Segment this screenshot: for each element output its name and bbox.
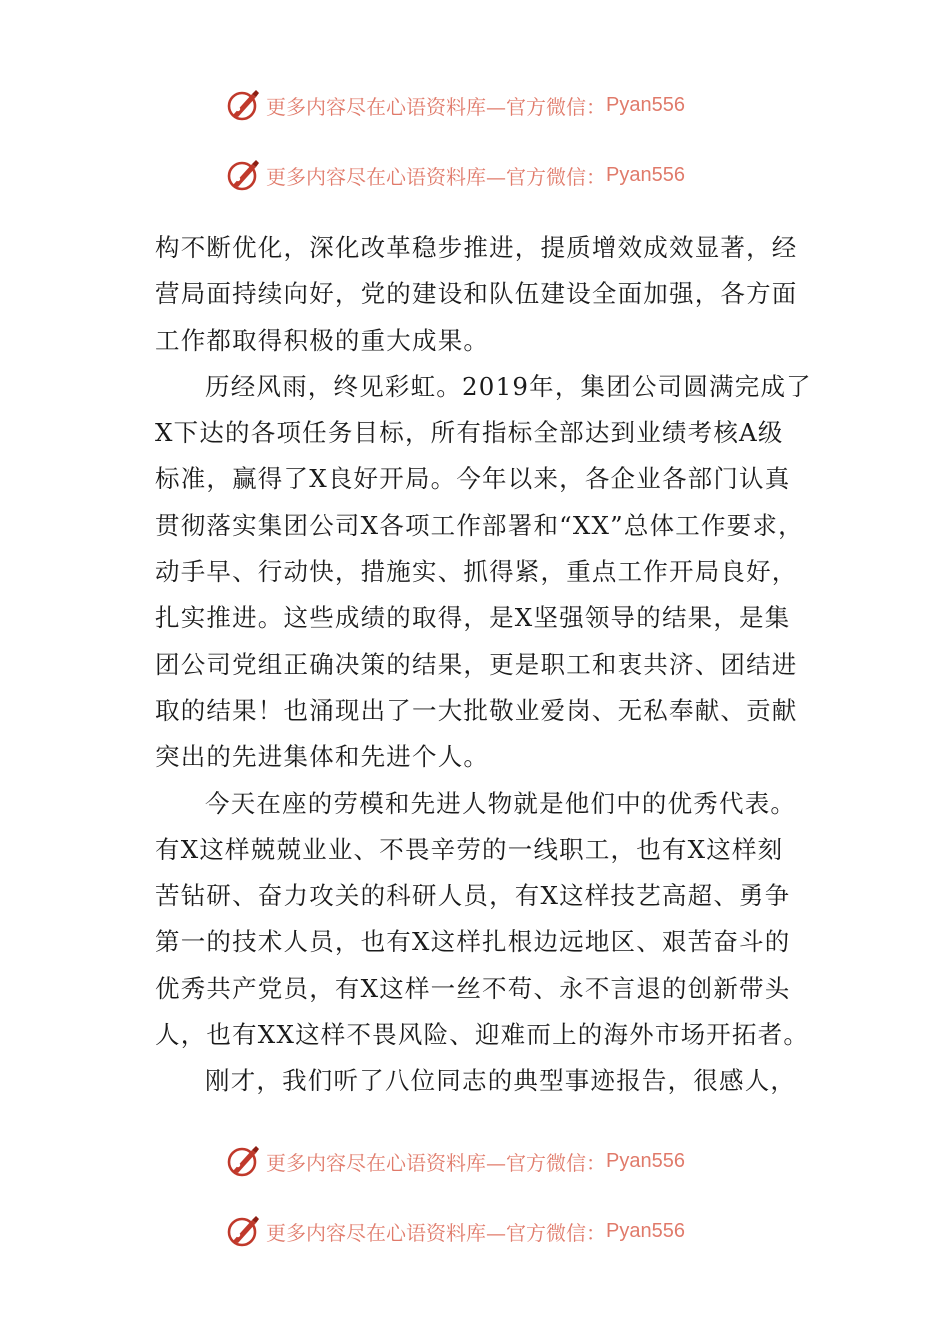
text-line: 营局面持续向好，党的建设和队伍建设全面加强，各方面 (155, 279, 798, 309)
text-line: 标准，赢得了X良好开局。今年以来，各企业各部门认真 (155, 464, 791, 494)
text-line: 第一的技术人员，也有X这样扎根边远地区、艰苦奋斗的 (155, 927, 791, 957)
text-line: 突出的先进集体和先进个人。 (155, 742, 490, 772)
watermark-text: 更多内容尽在心语资料库—官方微信： (266, 1150, 606, 1175)
watermark-text: 更多内容尽在心语资料库—官方微信： (266, 1220, 606, 1245)
text-line: 扎实推进。这些成绩的取得，是X坚强领导的结果，是集 (155, 603, 791, 633)
watermark-wechat-id: Pyan556 (606, 1219, 685, 1242)
pen-circle-icon (226, 1143, 262, 1179)
paragraph-start-line: 今天在座的劳模和先进人物就是他们中的优秀代表。 (205, 788, 797, 818)
watermark-text: 更多内容尽在心语资料库—官方微信： (266, 164, 606, 189)
text-line: 构不断优化，深化改革稳步推进，提质增效成效显著，经 (155, 233, 798, 262)
watermark-banner (226, 1211, 685, 1251)
watermark-wechat-id: Pyan556 (606, 163, 685, 186)
watermark-banner (226, 1141, 685, 1181)
paragraph-start-line: 历经风雨，终见彩虹。2019年，集团公司圆满完成了 (205, 371, 812, 401)
text-line: 人，也有XX这样不畏风险、迎难而上的海外市场开拓者。 (155, 1020, 810, 1050)
text-line: 有X这样兢兢业业、不畏辛劳的一线职工，也有X这样刻 (155, 834, 784, 864)
document-body (155, 225, 825, 1105)
text-line: 贯彻落实集团公司X各项工作部署和“XX”总体工作要求， (155, 510, 804, 540)
text-line: 苦钻研、奋力攻关的科研人员，有X这样技艺高超、勇争 (155, 881, 791, 911)
watermark-banner (226, 85, 685, 125)
text-line: X下达的各项任务目标，所有指标全部达到业绩考核A级 (155, 418, 784, 448)
watermark-wechat-id: Pyan556 (606, 93, 685, 116)
pen-circle-icon (226, 157, 262, 193)
text-line: 动手早、行动快，措施实、抓得紧，重点工作开局良好， (155, 557, 798, 587)
watermark-banner (226, 155, 685, 195)
paragraph-start-line: 刚才，我们听了八位同志的典型事迹报告，很感人， (205, 1066, 797, 1096)
text-line: 团公司党组正确决策的结果，更是职工和衷共济、团结进 (155, 649, 798, 679)
watermark-wechat-id: Pyan556 (606, 1149, 685, 1172)
text-line: 取的结果！也涌现出了一大批敬业爱岗、无私奉献、贡献 (155, 695, 798, 725)
text-line: 优秀共产党员，有X这样一丝不苟、永不言退的创新带头 (155, 973, 791, 1003)
watermark-text: 更多内容尽在心语资料库—官方微信： (266, 94, 606, 119)
text-line: 工作都取得积极的重大成果。 (155, 325, 490, 355)
pen-circle-icon (226, 1213, 262, 1249)
pen-circle-icon (226, 87, 262, 123)
